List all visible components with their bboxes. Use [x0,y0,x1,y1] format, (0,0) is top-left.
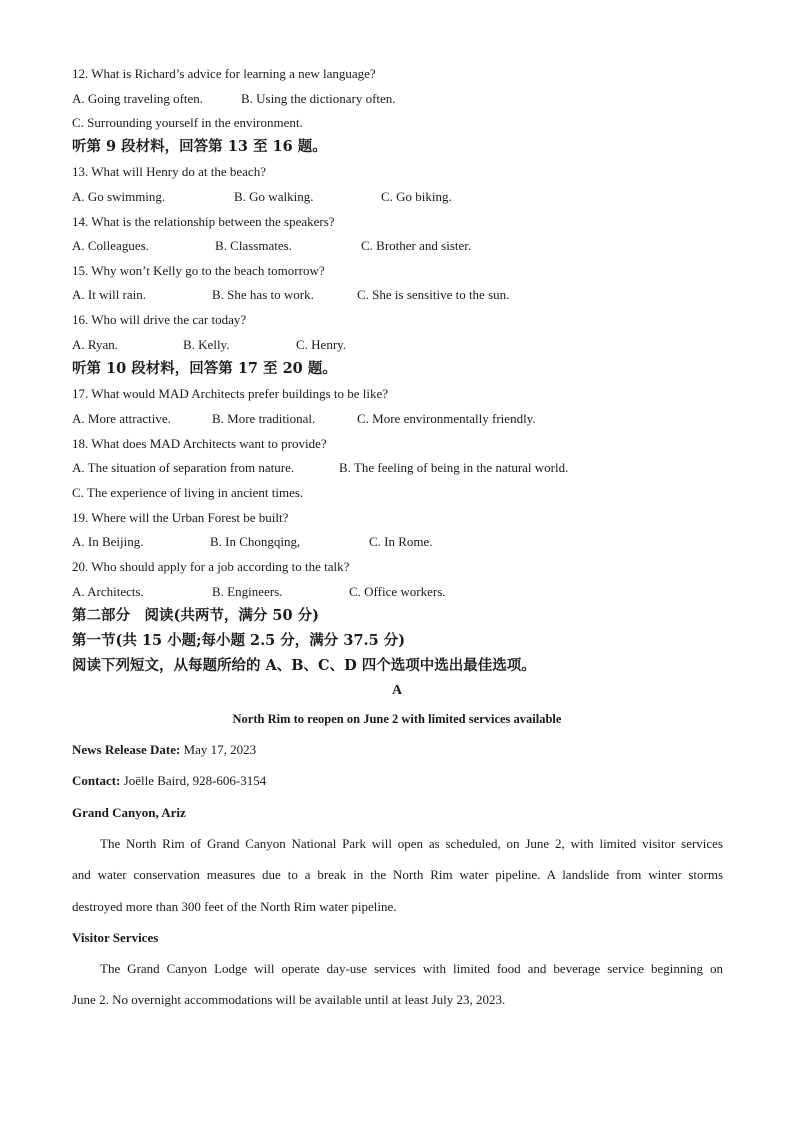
paragraph-1-line-1: The North Rim of Grand Canyon National Park will open as scheduled, on June 2, with limited visitor services [100,836,723,851]
question-18: 18. What does MAD Architects want to provide? [72,436,327,451]
q19-option-c: C. In Rome. [369,534,433,549]
question-16: 16. Who will drive the car today? [72,312,247,327]
section-1-heading: 第一节(共 15 小题;每小题 2.5 分，满分 37.5 分) [72,632,406,649]
q13-option-a: A. Go swimming. [72,189,166,204]
paragraph-1-line-2: and water conservation measures due to a break in the North Rim water pipeline. A landslide from winter storms [72,867,723,882]
question-15: 15. Why won’t Kelly go to the beach tomorrow? [72,263,325,278]
q20-option-a: A. Architects. [72,584,144,599]
passage-title: North Rim to reopen on June 2 with limited services available [232,712,562,726]
q14-option-c: C. Brother and sister. [361,238,472,253]
q18-option-b: B. The feeling of being in the natural world. [339,460,569,475]
news-release-line [72,742,256,758]
contact-line [72,773,266,789]
q12-option-b: B. Using the dictionary often. [241,91,396,106]
q17-option-c: C. More environmentally friendly. [357,411,536,426]
q18-option-a: A. The situation of separation from nature. [72,460,295,475]
location-heading: Grand Canyon, Ariz [72,805,186,820]
q16-option-b: B. Kelly. [183,337,230,352]
q20-option-c: C. Office workers. [349,584,446,599]
q15-option-a: A. It will rain. [72,287,147,302]
q17-option-b: B. More traditional. [212,411,316,426]
q14-option-a: A. Colleagues. [72,238,149,253]
news-release-date: May 17, 2023 [180,742,257,757]
q15-option-c: C. She is sensitive to the sun. [357,287,510,302]
question-19: 19. Where will the Urban Forest be built? [72,510,289,525]
part-2-heading: 第二部分 阅读(共两节，满分 50 分) [72,607,319,624]
paragraph-2-line-2: June 2. No overnight accommodations will be available until at least July 23, 2023. [72,992,506,1007]
q18-option-c: C. The experience of living in ancient times. [72,485,304,500]
question-12: 12. What is Richard’s advice for learning a new language? [72,66,376,81]
reading-instruction: 阅读下列短文，从每题所给的 A、B、C、D 四个选项中选出最佳选项。 [72,657,536,674]
q16-option-a: A. Ryan. [72,337,119,352]
section-9-heading: 听第 9 段材料，回答第 13 至 16 题。 [72,138,327,155]
q14-option-b: B. Classmates. [215,238,292,253]
contact-label: Contact: [72,773,121,788]
visitor-services-heading: Visitor Services [72,930,159,945]
passage-letter: A [391,683,403,698]
q15-option-b: B. She has to work. [212,287,314,302]
q19-option-a: A. In Beijing. [72,534,144,549]
news-release-label: News Release Date: [72,742,181,757]
q13-option-b: B. Go walking. [234,189,314,204]
q13-option-c: C. Go biking. [381,189,452,204]
question-20: 20. Who should apply for a job according to the talk? [72,559,350,574]
q17-option-a: A. More attractive. [72,411,171,426]
q19-option-b: B. In Chongqing, [210,534,301,549]
question-14: 14. What is the relationship between the speakers? [72,214,335,229]
paragraph-1-line-3: destroyed more than 300 feet of the North Rim water pipeline. [72,899,397,914]
question-17: 17. What would MAD Architects prefer buildings to be like? [72,386,389,401]
q12-option-a: A. Going traveling often. [72,91,204,106]
q16-option-c: C. Henry. [296,337,347,352]
q12-option-c: C. Surrounding yourself in the environment. [72,115,303,130]
contact-value: Joëlle Baird, 928-606-3154 [120,773,267,788]
q20-option-b: B. Engineers. [212,584,283,599]
section-10-heading: 听第 10 段材料，回答第 17 至 20 题。 [72,360,337,377]
question-13: 13. What will Henry do at the beach? [72,164,266,179]
paragraph-2-line-1: The Grand Canyon Lodge will operate day-use services with limited food and beverage service beginning on [100,961,723,976]
